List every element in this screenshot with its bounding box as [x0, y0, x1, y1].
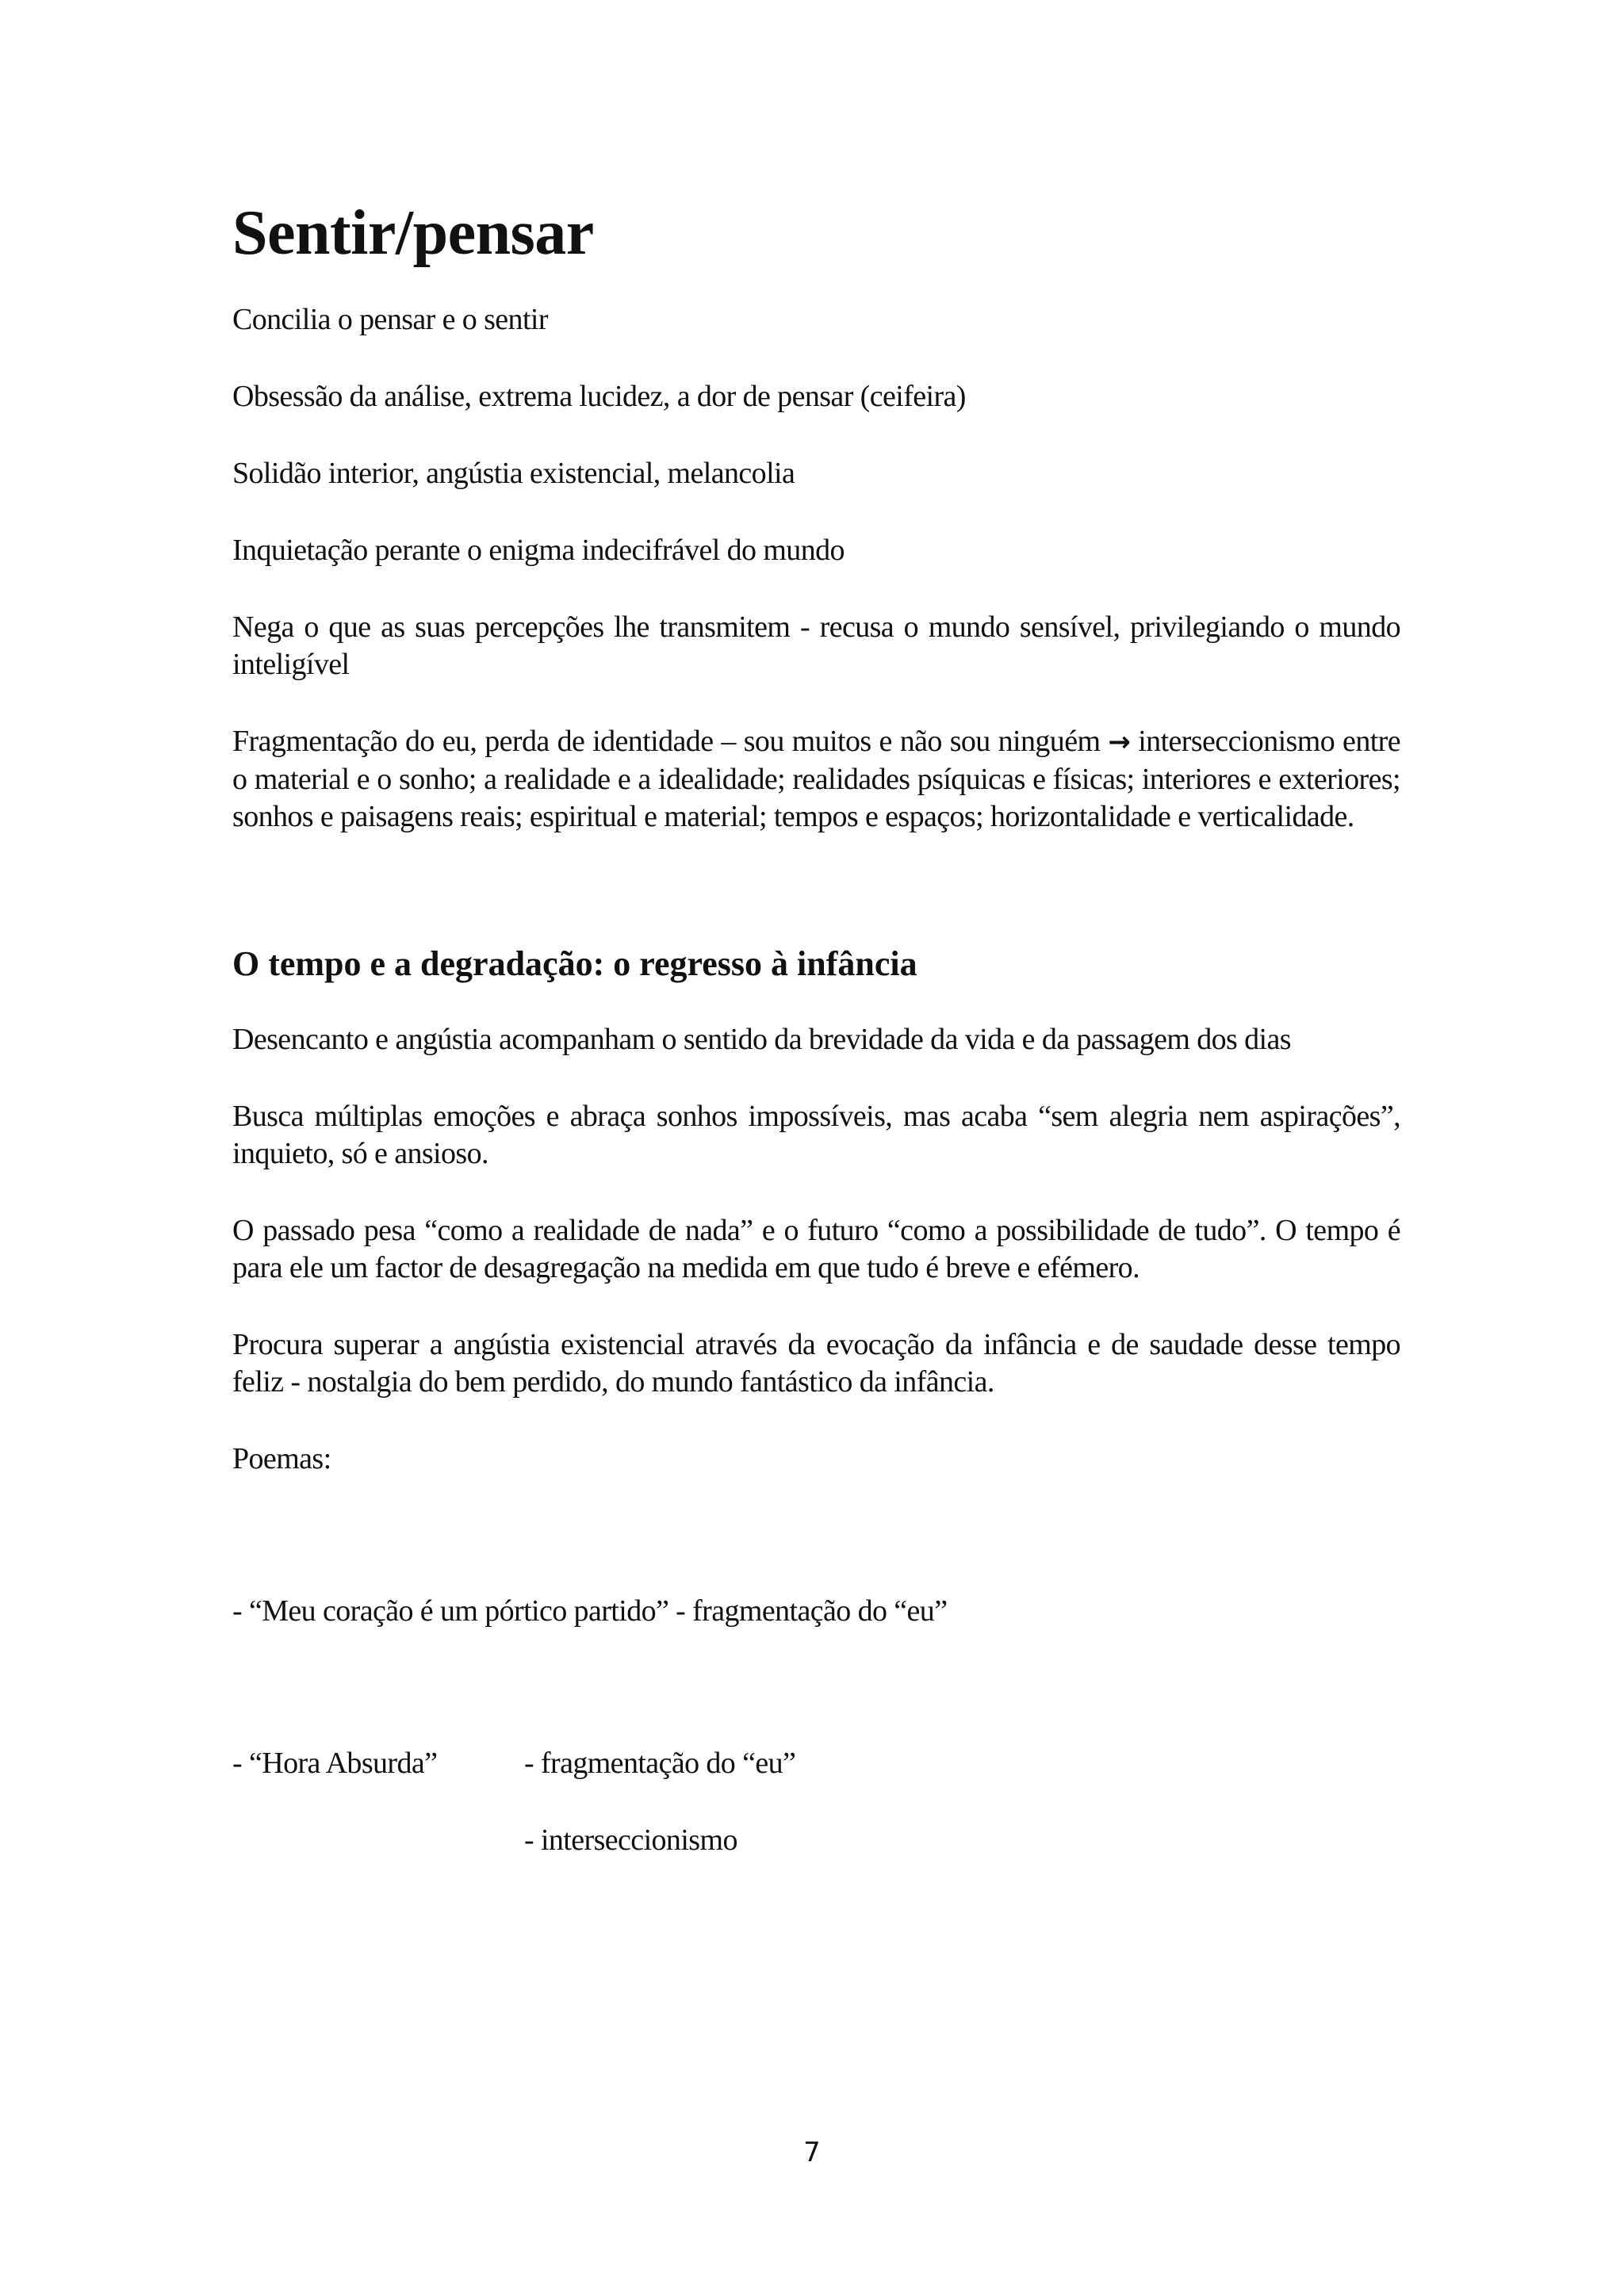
paragraph-desencanto: Desencanto e angústia acompanham o sentido da brevidade da vida e da passagem dos dias — [232, 1023, 1291, 1056]
poems-label: Poemas: — [232, 1442, 331, 1475]
poem-note-interseccionismo: - interseccionismo — [524, 1823, 737, 1857]
page-title: Sentir/pensar — [232, 198, 594, 268]
page-content — [232, 193, 1400, 1859]
paragraph-procura: Procura superar a angústia existencial através da evocação da infância e de saudade desse tempo feliz - nostalgia do bem perdido, do mundo fantástico da infância. — [232, 1328, 1400, 1399]
title-block — [232, 193, 1400, 273]
fragmentation-text: Fragmentação do eu, perda de identidade – sou muitos e não sou ninguém — [232, 725, 1109, 758]
paragraph-solidao: Solidão interior, angústia existencial, melancolia — [232, 457, 795, 490]
section-heading-tempo: O tempo e a degradação: o regresso à infância — [232, 944, 917, 983]
poem-item-hora-absurda — [232, 1745, 1400, 1859]
page-number: 7 — [803, 2137, 821, 2168]
poem-row — [232, 1745, 1400, 1782]
paragraph-obsessao: Obsessão da análise, extrema lucidez, a dor de pensar (ceifeira) — [232, 380, 966, 413]
poem-note: - fragmentação do “eu” — [524, 1747, 796, 1780]
arrow-right-icon: → — [1108, 726, 1131, 758]
paragraph-busca: Busca múltiplas emoções e abraça sonhos impossíveis, mas acaba “sem alegria nem aspirações”, inquieto, só e ansioso. — [232, 1100, 1400, 1170]
fragmentation-continuation: interseccionismo entre o material e o sonho; a realidade e a idealidade; realidades psíquicas e físicas; interiores e exteriores; sonhos e paisagens reais; espiritual e material; tempos e espaços; horizontalidade e verticalidade. — [232, 725, 1400, 833]
poem-item-meu-coracao: - “Meu coração é um pórtico partido” - fragmentação do “eu” — [232, 1594, 948, 1628]
paragraph-inquietacao: Inquietação perante o enigma indecifrável do mundo — [232, 534, 845, 567]
paragraph-nega: Nega o que as suas percepções lhe transmitem - recusa o mundo sensível, privilegiando o mundo inteligível — [232, 610, 1400, 681]
paragraph-fragmentacao — [232, 723, 1400, 836]
poem-title: - “Hora Absurda” — [232, 1747, 438, 1780]
paragraph-passado: O passado pesa “como a realidade de nada” e o futuro “como a possibilidade de tudo”. O tempo é para ele um factor de desagregação na medida em que tudo é breve e efémero. — [232, 1214, 1400, 1284]
paragraph-concilia: Concilia o pensar e o sentir — [232, 303, 548, 336]
